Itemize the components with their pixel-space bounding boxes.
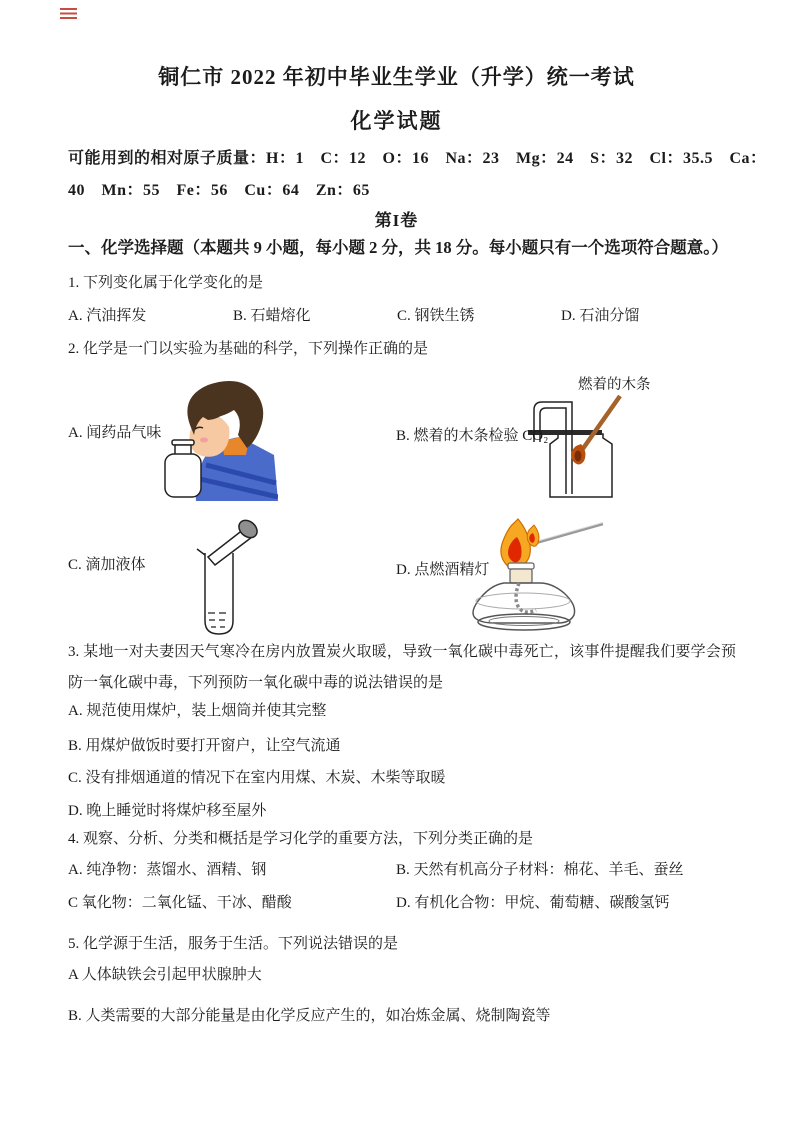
burning-splint-label: 燃着的木条 <box>578 377 651 393</box>
question-1-option-a: A. 汽油挥发 <box>68 308 147 324</box>
question-3-option-d: D. 晚上睡觉时将煤炉移至屋外 <box>68 803 267 819</box>
question-4-option-d: D. 有机化合物：甲烷、葡萄糖、碳酸氢钙 <box>396 895 670 911</box>
question-3-option-c: C. 没有排烟通道的情况下在室内用煤、木炭、木柴等取暖 <box>68 770 446 786</box>
dropper-test-tube-figure <box>148 517 258 639</box>
question-5-stem: 5. 化学源于生活，服务于生活。下列说法错误的是 <box>68 936 399 952</box>
question-2-stem: 2. 化学是一门以实验为基础的科学，下列操作正确的是 <box>68 341 429 357</box>
question-1-option-b: B. 石蜡熔化 <box>233 308 311 324</box>
question-3-option-b: B. 用煤炉做饭时要打开窗户，让空气流通 <box>68 738 341 754</box>
exam-title: 铜仁市 2022 年初中毕业生学业（升学）统一考试 <box>158 65 635 89</box>
red-corner-mark-icon <box>60 8 77 20</box>
question-3-option-a: A. 规范使用煤炉，装上烟筒并使其完整 <box>68 703 327 719</box>
question-5-option-a: A 人体缺铁会引起甲状腺肿大 <box>68 967 262 983</box>
question-2-option-c: C. 滴加液体 <box>68 557 146 573</box>
question-4-option-c: C 氧化物：二氧化锰、干冰、醋酸 <box>68 895 292 911</box>
question-1-option-d: D. 石油分馏 <box>561 308 640 324</box>
boy-smelling-bottle-illustration <box>160 379 278 501</box>
exam-subtitle: 化学试题 <box>350 109 443 133</box>
question-4-option-a: A. 纯净物：蒸馏水、酒精、钢 <box>68 862 267 878</box>
question-1-stem: 1. 下列变化属于化学变化的是 <box>68 275 264 291</box>
question-2-option-d: D. 点燃酒精灯 <box>396 562 490 578</box>
question-3-stem: 3. 某地一对夫妻因天气寒冷在房内放置炭火取暖，导致一氧化碳中毒死亡，该事件提醒我们要学会预防一氧化碳中毒，下列预防一氧化碳中毒的说法错误的是 <box>68 644 736 691</box>
question-2-option-b: B. 燃着的木条检验 CO₂ <box>396 428 549 444</box>
question-4-stem: 4. 观察、分析、分类和概括是学习化学的重要方法，下列分类正确的是 <box>68 831 534 847</box>
part-title: 第I卷 <box>374 211 419 230</box>
question-5-option-b: B. 人类需要的大部分能量是由化学反应产生的，如冶炼金属、烧制陶瓷等 <box>68 1008 551 1024</box>
section-heading: 一、化学选择题（本题共 9 小题，每小题 2 分，共 18 分。每小题只有一个选项符合题意。） <box>68 238 728 257</box>
gas-bottle-figure <box>528 394 633 498</box>
atomic-mass-note-line1: 可能用到的相对原子质量：H：1 C：12 O：16 Na：23 Mg：24 S：32 Cl：35.5 Ca： <box>68 150 767 167</box>
question-4-option-b: B. 天然有机高分子材料：棉花、羊毛、蚕丝 <box>396 862 684 878</box>
atomic-mass-note-line2: 40 Mn：55 Fe：56 Cu：64 Zn：65 <box>68 182 370 199</box>
question-2-option-a: A. 闻药品气味 <box>68 425 162 441</box>
question-1-option-c: C. 钢铁生锈 <box>397 308 475 324</box>
